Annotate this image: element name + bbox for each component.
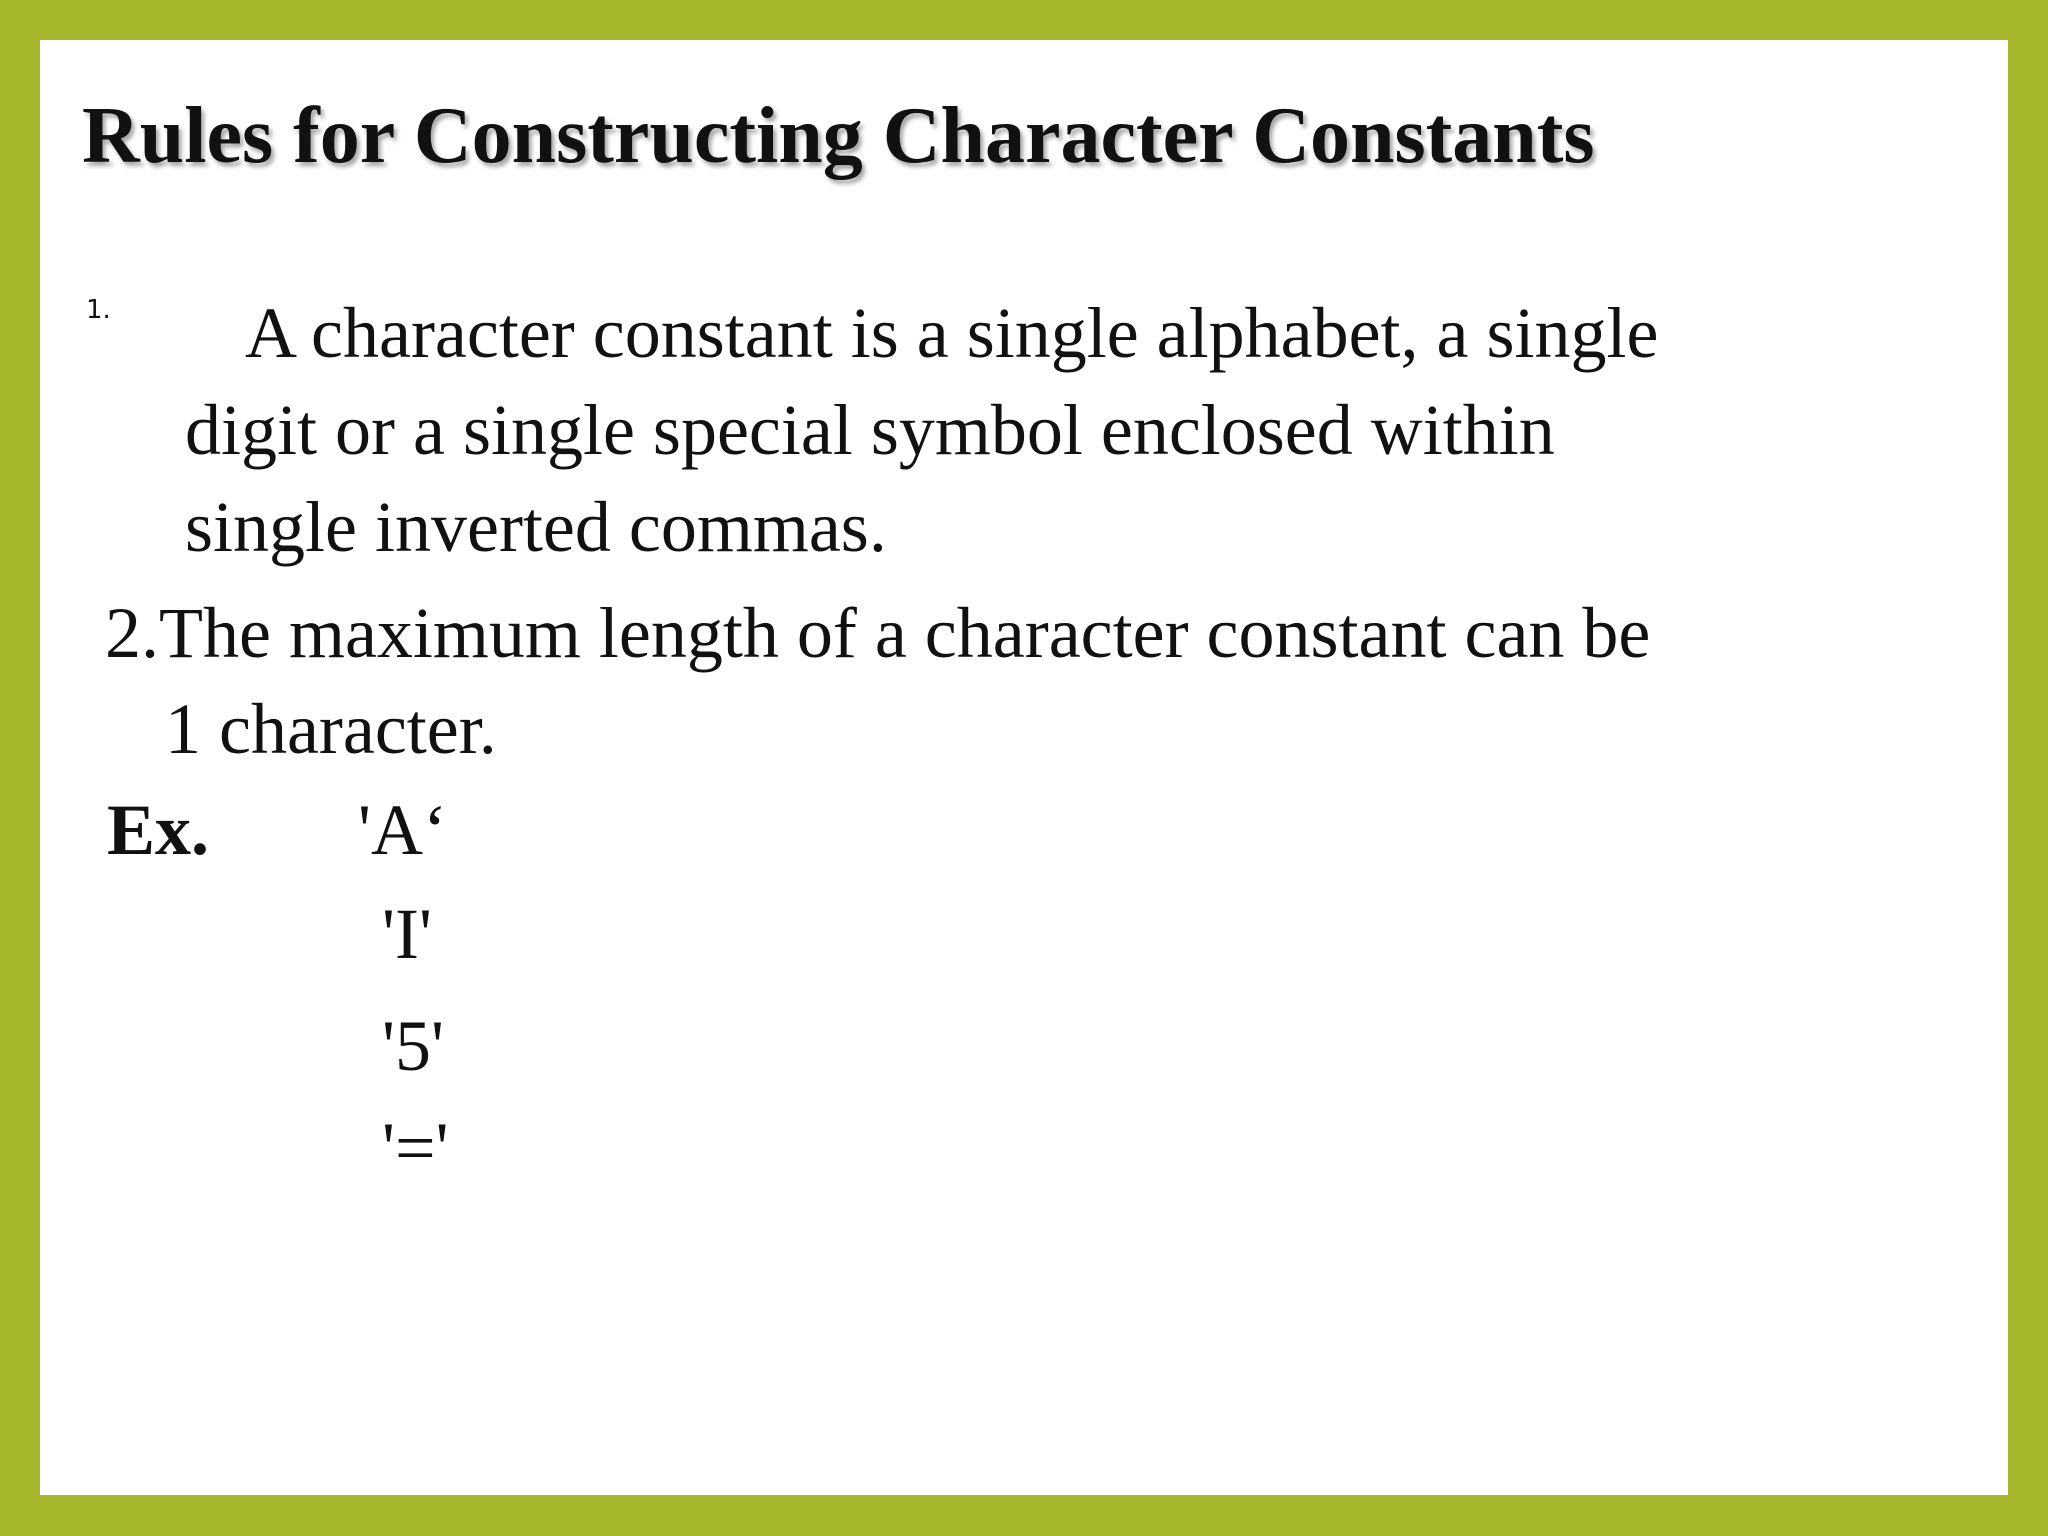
rule-1-number: 1. bbox=[86, 295, 111, 325]
example-value: 'A‘ bbox=[358, 790, 447, 870]
example-value: '=' bbox=[382, 1108, 449, 1188]
rule-1-line: single inverted commas. bbox=[185, 487, 887, 567]
rule-2-line: 2.The maximum length of a character constant can be bbox=[105, 593, 1651, 673]
slide-title: Rules for Constructing Character Constants bbox=[82, 92, 1595, 180]
example-label: Ex. bbox=[107, 790, 210, 870]
rule-1-text bbox=[185, 285, 1659, 576]
rule-2-text bbox=[105, 585, 1650, 777]
rule-1-line: digit or a single special symbol enclosed within bbox=[185, 390, 1555, 470]
rule-2-line: 1 character. bbox=[165, 689, 497, 769]
example-value: 'I' bbox=[382, 894, 432, 974]
rule-1-line: A character constant is a single alphabet, a single bbox=[245, 293, 1659, 373]
example-value: '5' bbox=[382, 1006, 444, 1086]
